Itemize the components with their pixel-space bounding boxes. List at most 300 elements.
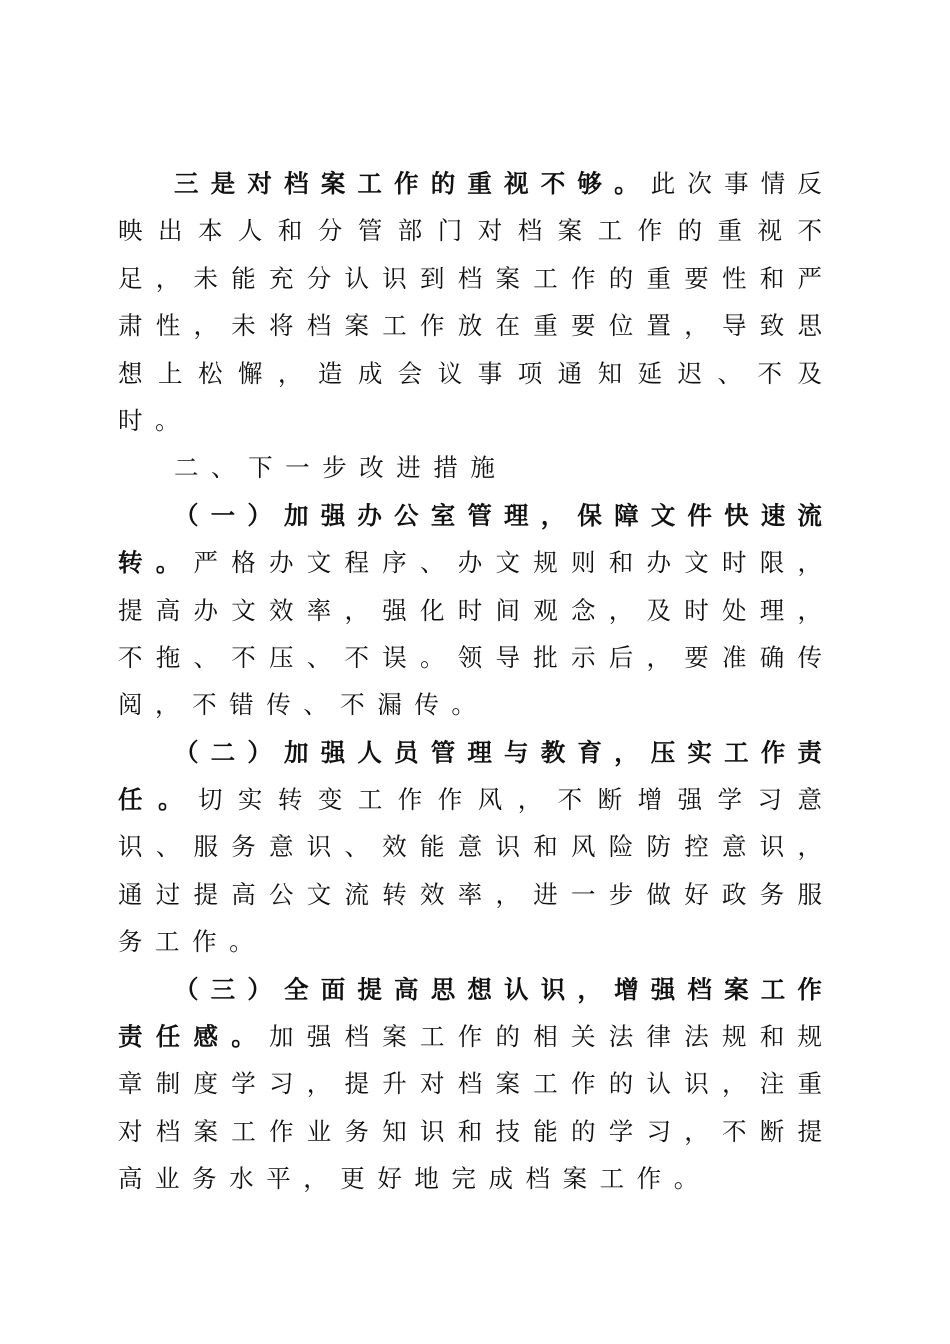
glyph: 要 [684,263,709,293]
text-line [118,1108,822,1155]
glyph: 识 [420,1116,445,1146]
glyph: 对 [420,1069,445,1099]
paragraph-measure-2 [118,729,822,966]
glyph: 确 [759,642,785,672]
glyph: 的 [608,263,634,293]
glyph: 档 [525,1164,551,1194]
glyph: 服 [193,832,218,862]
bold-glyph: 三 [174,169,199,198]
glyph: 务 [231,832,256,862]
glyph: 政 [722,879,747,909]
glyph: 习 [269,1069,294,1099]
text-line [118,397,822,444]
glyph: ， [155,263,181,293]
text-line [118,207,822,254]
glyph: 规 [533,548,558,578]
bold-glyph: 理 [504,500,529,530]
glyph: 不 [344,642,369,672]
glyph: 本 [197,216,223,246]
glyph: 管 [357,216,383,246]
bold-glyph: 高 [394,974,419,1004]
glyph: 升 [382,1069,407,1099]
glyph: 成 [357,358,383,388]
bold-glyph: 文 [650,500,676,530]
bold-glyph: 思 [430,974,456,1004]
glyph: 务 [759,879,785,909]
glyph: 一 [571,879,596,909]
glyph: 和 [759,1022,785,1052]
glyph: 办 [646,548,671,578]
bold-glyph: 一 [210,500,236,530]
glyph: 文 [495,548,520,578]
glyph: 切 [197,785,223,815]
glyph: 办 [269,548,294,578]
glyph: 工 [420,1022,445,1052]
bold-glyph: 作 [760,737,786,767]
bold-glyph: 想 [467,974,492,1004]
bold-glyph: 增 [614,974,639,1004]
glyph: 做 [646,879,671,909]
glyph: 部 [397,216,423,246]
glyph: 务 [118,927,143,957]
glyph: 步 [608,879,634,909]
glyph: 和 [533,832,558,862]
glyph: 批 [533,642,558,672]
glyph: 强 [677,785,703,815]
glyph: 置 [646,311,671,341]
bold-glyph: 教 [540,737,566,767]
glyph: 、 [193,642,218,672]
bold-glyph: 公 [394,500,419,530]
bold-glyph: 档 [284,169,309,198]
glyph: 思 [797,311,822,341]
glyph: 不 [118,642,143,672]
glyph: 档 [457,1069,483,1099]
glyph: 法 [608,1022,634,1052]
glyph: 识 [118,832,143,862]
glyph: 习 [757,785,782,815]
bold-glyph: 快 [724,500,749,530]
bold-glyph: 三 [210,974,236,1004]
glyph: 效 [382,832,407,862]
glyph: 化 [420,595,445,625]
glyph: 相 [533,1022,558,1052]
glyph: 会 [397,358,423,388]
glyph: 规 [722,1022,747,1052]
glyph: 完 [451,1164,476,1194]
bold-glyph: 是 [210,169,236,198]
glyph: 、 [420,548,445,578]
glyph: 此 [650,169,676,198]
glyph: 肃 [118,311,143,341]
glyph: 强 [382,595,407,625]
bold-glyph: 办 [357,500,382,530]
glyph: 不 [757,358,782,388]
glyph: 风 [477,785,503,815]
glyph: 、 [717,358,743,388]
glyph: ， [495,879,520,909]
bold-glyph: 不 [540,169,566,198]
glyph: 不 [340,690,365,720]
glyph: 地 [414,1164,439,1194]
bold-glyph: 作 [394,169,419,198]
glyph: 、 [344,832,369,862]
bold-glyph: 管 [467,500,492,530]
glyph: 的 [677,216,703,246]
bold-glyph: 加 [284,500,309,530]
glyph: 水 [229,1164,254,1194]
glyph: 高 [155,595,181,625]
glyph: 防 [646,832,671,862]
glyph: 办 [457,548,483,578]
glyph: 意 [457,832,483,862]
text-line [118,255,822,302]
glyph: 到 [420,263,445,293]
glyph: 门 [437,216,463,246]
glyph: 不 [192,690,217,720]
glyph: 限 [759,548,785,578]
glyph: 想 [118,358,143,388]
glyph: 重 [797,1069,822,1099]
glyph: 注 [759,1069,785,1099]
glyph: 次 [687,169,712,198]
glyph: 改 [359,453,384,483]
glyph: 松 [197,358,223,388]
glyph: 业 [155,1164,180,1194]
glyph: 学 [717,785,743,815]
glyph: ， [797,548,822,578]
bold-glyph: （ [174,500,199,530]
glyph: 压 [269,642,294,672]
glyph: 高 [118,1164,143,1194]
glyph: 意 [722,832,747,862]
bold-glyph: 档 [687,974,712,1004]
glyph: 风 [571,832,596,862]
bold-glyph: 责 [797,737,822,767]
glyph: 未 [193,263,218,293]
glyph: 、 [211,453,236,483]
bold-glyph: 流 [797,500,822,530]
glyph: 过 [155,879,181,909]
glyph: 务 [192,1164,217,1194]
paragraph-measure-1 [118,492,822,729]
bold-glyph: 管 [430,737,456,767]
glyph: ， [517,785,543,815]
glyph: ， [797,832,822,862]
glyph: 识 [684,1069,709,1099]
bold-glyph: ） [247,500,272,530]
glyph: 意 [269,832,294,862]
bold-glyph: 面 [320,974,346,1004]
glyph: 能 [533,1116,558,1146]
glyph: ， [722,1069,747,1099]
glyph: ， [646,642,671,672]
bold-glyph: 二 [210,737,236,767]
glyph: ， [344,595,369,625]
glyph: 通 [118,879,143,909]
glyph: 案 [344,311,369,341]
glyph: 公 [269,879,294,909]
bold-glyph: 够 [577,169,602,198]
document-body [118,160,822,1203]
bold-glyph: 实 [687,737,712,767]
bold-glyph: 转 [118,548,143,578]
glyph: 施 [470,453,495,483]
glyph: 位 [608,311,634,341]
bold-glyph: 全 [284,974,309,1004]
text-line [118,492,822,539]
glyph: 致 [759,311,785,341]
bold-glyph: ， [540,500,566,530]
glyph: 作 [637,216,663,246]
glyph: 通 [557,358,583,388]
glyph: 文 [306,879,332,909]
glyph: 知 [597,358,623,388]
glyph: 强 [306,1022,332,1052]
glyph: 分 [317,216,343,246]
glyph: 能 [420,832,445,862]
bold-glyph: 。 [157,785,183,815]
glyph: 认 [646,1069,671,1099]
glyph: 项 [517,358,543,388]
glyph: 。 [420,642,445,672]
glyph: 、 [155,832,181,862]
glyph: 识 [382,263,407,293]
glyph: 懈 [237,358,263,388]
bold-glyph: 件 [687,500,712,530]
bold-glyph: 认 [504,974,529,1004]
glyph: 的 [608,1069,634,1099]
glyph: 事 [724,169,749,198]
glyph: 传 [414,690,439,720]
glyph: ， [306,1069,332,1099]
glyph: 严 [193,548,218,578]
bold-glyph: 员 [394,737,419,767]
glyph: 准 [722,642,747,672]
bold-glyph: 强 [320,500,346,530]
bold-glyph: 加 [284,737,309,767]
glyph: 及 [797,358,822,388]
glyph: ， [684,1116,709,1146]
glyph: 传 [797,642,822,672]
text-line [118,587,822,634]
glyph: 提 [193,879,218,909]
glyph: 不 [797,216,822,246]
glyph: 及 [646,595,671,625]
glyph: ， [303,1164,328,1194]
text-line [118,444,822,491]
glyph: 步 [322,453,347,483]
glyph: 知 [382,1116,407,1146]
glyph: 出 [157,216,183,246]
bold-glyph: 障 [614,500,639,530]
glyph: 处 [722,595,747,625]
glyph: 关 [571,1022,596,1052]
glyph: 。 [229,927,254,957]
text-line [118,681,822,728]
bold-glyph: 任 [118,785,143,815]
glyph: 性 [155,311,181,341]
glyph: ， [193,311,218,341]
glyph: 错 [229,690,254,720]
text-line [118,350,822,397]
glyph: 认 [344,263,369,293]
glyph: 规 [797,1022,822,1052]
glyph: 度 [193,1069,218,1099]
glyph: 映 [118,216,143,246]
glyph: 险 [608,832,634,862]
glyph: 习 [646,1116,671,1146]
glyph: 不 [722,1116,747,1146]
glyph: 加 [269,1022,294,1052]
glyph: 变 [317,785,343,815]
glyph: 办 [193,595,218,625]
glyph: 工 [231,1116,256,1146]
bold-glyph: 人 [357,737,382,767]
bold-glyph: 速 [760,500,786,530]
glyph: 作 [269,1116,294,1146]
glyph: 重 [646,263,671,293]
text-line [118,302,822,349]
glyph: ， [155,690,180,720]
glyph: 则 [571,548,596,578]
glyph: 情 [760,169,786,198]
paragraph-section-heading [118,444,822,491]
glyph: 误 [382,642,407,672]
bold-glyph: 强 [320,737,346,767]
glyph: 视 [757,216,782,246]
glyph: 和 [608,548,634,578]
bold-glyph: 感 [193,1022,218,1052]
bold-glyph: 。 [614,169,639,198]
glyph: 反 [797,169,822,198]
glyph: 档 [517,216,543,246]
glyph: 案 [495,263,520,293]
bold-glyph: （ [174,974,199,1004]
glyph: 档 [457,263,483,293]
glyph: 好 [684,879,709,909]
glyph: 延 [637,358,663,388]
glyph: 在 [495,311,520,341]
bold-glyph: 育 [577,737,602,767]
glyph: 断 [597,785,623,815]
glyph: 和 [457,1116,483,1146]
glyph: 作 [571,263,596,293]
glyph: 作 [437,785,463,815]
glyph: 进 [396,453,421,483]
bold-glyph: 的 [430,169,456,198]
glyph: 。 [673,1164,699,1194]
glyph: 未 [231,311,256,341]
glyph: 转 [382,879,407,909]
glyph: 漏 [377,690,402,720]
text-line [118,823,822,870]
glyph: 不 [557,785,583,815]
glyph: 格 [231,548,256,578]
bold-glyph: 保 [577,500,602,530]
glyph: 工 [599,1164,625,1194]
bold-glyph: 重 [467,169,492,198]
glyph: 放 [457,311,483,341]
glyph: 念 [571,595,596,625]
glyph: 提 [344,1069,369,1099]
glyph: 识 [759,832,785,862]
glyph: 案 [193,1116,218,1146]
glyph: 导 [495,642,520,672]
glyph: 率 [306,595,332,625]
glyph: 分 [306,263,332,293]
glyph: 时 [118,405,143,435]
glyph: 重 [717,216,743,246]
bold-glyph: 。 [155,548,181,578]
glyph: 务 [344,1116,369,1146]
bold-glyph: 室 [430,500,456,530]
glyph: 迟 [677,358,703,388]
glyph: 重 [533,311,558,341]
glyph: 、 [303,690,328,720]
bold-glyph: 工 [357,169,382,198]
glyph: 要 [571,311,596,341]
text-line [118,776,822,823]
glyph: 和 [759,263,785,293]
glyph: 作 [457,1022,483,1052]
glyph: 档 [344,1022,369,1052]
glyph: 传 [266,690,291,720]
glyph: 文 [684,548,709,578]
glyph: 文 [306,548,332,578]
glyph: 和 [277,216,303,246]
text-line [118,1060,822,1107]
bold-glyph: （ [174,737,199,767]
glyph: 下 [248,453,273,483]
paragraph-measure-3 [118,966,822,1203]
glyph: ， [684,311,709,341]
glyph: 。 [451,690,476,720]
text-line [118,1013,822,1060]
bold-glyph: 案 [724,974,749,1004]
glyph: 的 [495,1022,520,1052]
glyph: 增 [637,785,663,815]
glyph: 严 [797,263,822,293]
glyph: 业 [306,1116,332,1146]
glyph: 提 [118,595,143,625]
glyph: 一 [285,453,310,483]
glyph: 作 [636,1164,662,1194]
bold-glyph: ， [614,737,639,767]
bold-glyph: 对 [247,169,272,198]
glyph: 措 [433,453,458,483]
glyph: 议 [437,358,463,388]
glyph: 工 [382,311,407,341]
glyph: 上 [157,358,183,388]
glyph: ， [277,358,303,388]
glyph: 对 [118,1116,143,1146]
glyph: 章 [118,1069,143,1099]
text-line [118,539,822,586]
glyph: 作 [420,311,445,341]
glyph: 不 [231,642,256,672]
glyph: 时 [722,548,747,578]
glyph: 高 [231,879,256,909]
glyph: 识 [495,832,520,862]
glyph: 、 [306,642,332,672]
bold-glyph: ） [247,737,272,767]
glyph: 阅 [118,690,143,720]
text-line [118,871,822,918]
glyph: 工 [533,263,558,293]
glyph: 时 [457,595,483,625]
bold-glyph: 工 [760,974,786,1004]
